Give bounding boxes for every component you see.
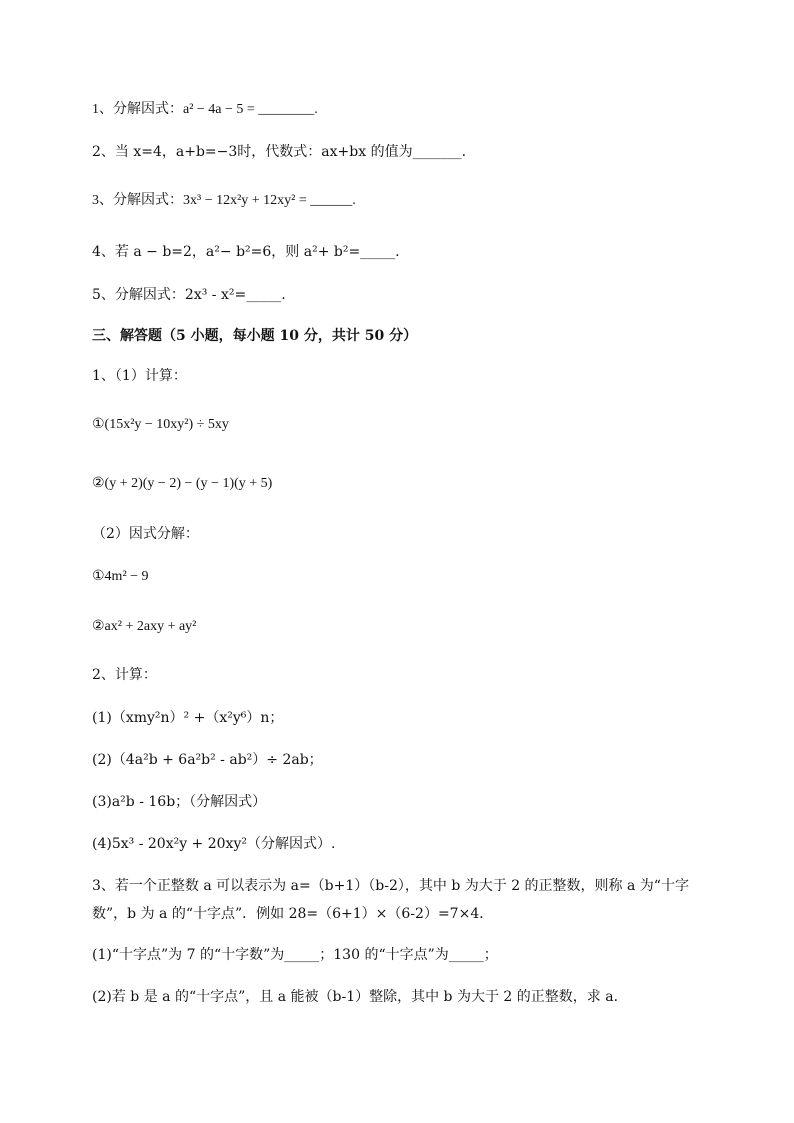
problem-3-part-1: (1)“十字点”为 7 的“十字数”为_____；130 的“十字点”为_____；: [92, 947, 498, 963]
problem-1-part-2-heading: （2）因式分解：: [92, 526, 199, 542]
problem-1-part-1-item-1: ①(15x²y − 10xy²) ÷ 5xy: [92, 417, 229, 432]
problem-2-item-3: (3)a²b - 16b；（分解因式）: [92, 794, 267, 810]
fill-blank-question-5: 5、分解因式：2x³ - x²=_____.: [92, 287, 286, 303]
fill-blank-question-1: 1、分解因式：a² − 4a − 5 = ________.: [92, 102, 318, 117]
fill-blank-question-3: 3、分解因式：3x³ − 12x²y + 12xy² = ______.: [92, 193, 356, 208]
problem-2-item-1: (1)（xmy²n）² +（x²y⁶）n；: [92, 710, 284, 726]
fill-blank-question-4: 4、若 a − b=2，a²− b²=6，则 a²+ b²=_____.: [92, 244, 400, 260]
section-heading: 三、解答题（5 小题，每小题 10 分，共计 50 分）: [92, 328, 418, 344]
problem-1-part-2-item-1: ①4m² − 9: [92, 569, 149, 584]
problem-3-statement: 3、若一个正整数 a 可以表示为 a=（b+1）（b-2），其中 b 为大于 2 的正整数，则称 a 为“十字数”，b 为 a 的“十字点”．例如 28=（6+1）×（6-2）=7×4．: [92, 878, 689, 922]
problem-3-part-2: (2)若 b 是 a 的“十字点”，且 a 能被（b-1）整除，其中 b 为大于 2 的正整数，求 a．: [92, 989, 628, 1005]
problem-2-heading: 2、计算：: [92, 667, 157, 683]
problem-1-part-1-heading: 1、（1）计算：: [92, 368, 187, 384]
problem-2-item-2: (2)（4a²b + 6a²b² - ab²）÷ 2ab；: [92, 752, 323, 768]
fill-blank-question-2: 2、当 x=4，a+b=−3时，代数式：ax+bx 的值为_______.: [92, 144, 467, 160]
problem-1-part-1-item-2: ②(y + 2)(y − 2) − (y − 1)(y + 5): [92, 476, 273, 491]
problem-1-part-2-item-2: ②ax² + 2axy + ay²: [92, 619, 197, 634]
problem-2-item-4: (4)5x³ - 20x²y + 20xy²（分解因式）.: [92, 836, 336, 852]
